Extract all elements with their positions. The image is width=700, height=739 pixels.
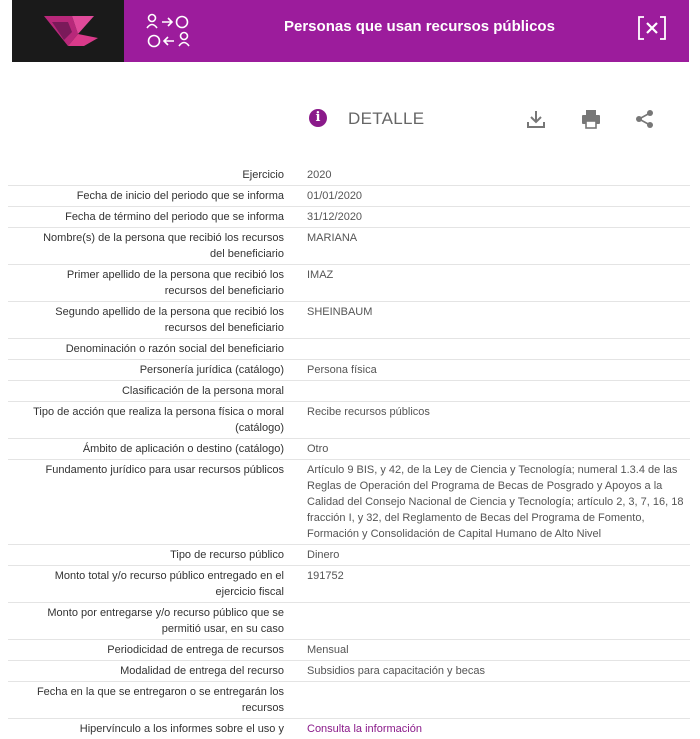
detail-value: 31/12/2020 <box>307 211 363 223</box>
detail-label: Clasificación de la persona moral <box>121 385 284 397</box>
detail-link[interactable]: Consulta la información <box>307 723 422 735</box>
title-bar <box>124 0 689 62</box>
detail-label: Periodicidad de entrega de recursos <box>107 644 284 656</box>
detail-value <box>284 381 690 401</box>
detail-label: Fecha de término del periodo que se informa <box>65 211 284 223</box>
detail-row <box>8 681 690 718</box>
logo <box>12 0 124 62</box>
detail-label: Personería jurídica (catálogo) <box>139 364 284 376</box>
detail-row <box>8 380 690 401</box>
detail-label: Fecha de inicio del periodo que se informa <box>76 190 284 202</box>
detail-label: Tipo de acción que realiza la persona física o moral (catálogo) <box>33 406 284 434</box>
print-icon[interactable] <box>580 108 602 130</box>
detail-row <box>8 544 690 565</box>
detail-row <box>8 401 690 438</box>
download-icon[interactable] <box>525 108 547 130</box>
app-header <box>12 0 689 62</box>
share-icon[interactable] <box>634 108 656 130</box>
detail-toolbar <box>0 106 700 132</box>
detail-row <box>8 639 690 660</box>
detail-row <box>8 264 690 301</box>
detail-label: Primer apellido de la persona que recibió los recursos del beneficiario <box>66 269 284 297</box>
detail-row <box>8 359 690 380</box>
detail-value: Persona física <box>307 364 377 376</box>
detail-label: Ejercicio <box>242 169 284 181</box>
logo-icon <box>38 12 100 50</box>
detail-row <box>8 459 690 544</box>
detail-value: Dinero <box>307 549 340 561</box>
detail-value <box>284 339 690 359</box>
detail-value: MARIANA <box>307 232 358 244</box>
detail-label: Monto total y/o recurso público entregado en el ejercicio fiscal <box>54 570 284 598</box>
exchange-icon <box>146 12 190 50</box>
detail-label: Segundo apellido de la persona que recibió los recursos del beneficiario <box>55 306 284 334</box>
detail-value: SHEINBAUM <box>307 306 373 318</box>
detail-value: Otro <box>307 443 329 455</box>
detail-value: Mensual <box>307 644 349 656</box>
detail-table <box>8 165 690 739</box>
detail-row <box>8 338 690 359</box>
detail-value: Artículo 9 BIS, y 42, de la Ley de Ciencia y Tecnología; numeral 1.3.4 de las Reglas de Operación del Programa de Becas de Posgrado y Apoyos a la Calidad del Consejo Nacional de Ciencia y Tecnología; artículo 2, 3, 7, 16, 18 fracción I, y 32, del Reglamento de Becas del Programa de Fomento, Formación y Consolidación de Capital Humano de Alto Nivel <box>307 464 684 540</box>
detail-row <box>8 565 690 602</box>
detail-row <box>8 301 690 338</box>
detail-row <box>8 602 690 639</box>
detail-label: Denominación o razón social del beneficiario <box>65 343 284 355</box>
detail-value: Subsidios para capacitación y becas <box>307 665 485 677</box>
detail-value <box>284 603 690 639</box>
detail-label: Tipo de recurso público <box>170 549 284 561</box>
detail-label: Ámbito de aplicación o destino (catálogo) <box>82 443 284 455</box>
detail-value: IMAZ <box>307 269 334 281</box>
detail-value: 2020 <box>307 169 332 181</box>
header-title: Personas que usan recursos públicos <box>284 18 555 35</box>
detail-row <box>8 206 690 227</box>
detail-row <box>8 660 690 681</box>
detail-row <box>8 185 690 206</box>
detail-label: Fundamento jurídico para usar recursos públicos <box>45 464 284 476</box>
detail-row <box>8 718 690 739</box>
detail-value: 191752 <box>307 570 344 582</box>
detail-value: Recibe recursos públicos <box>307 406 430 418</box>
detail-row <box>8 165 690 185</box>
detail-label: Fecha en la que se entregaron o se entregarán los recursos <box>36 686 284 714</box>
detail-label: DETALLE <box>348 109 425 128</box>
detail-label: Nombre(s) de la persona que recibió los recursos del beneficiario <box>43 232 284 260</box>
close-button[interactable] <box>637 15 667 41</box>
info-icon[interactable]: i <box>309 109 327 127</box>
detail-value: 01/01/2020 <box>307 190 363 202</box>
detail-label: Modalidad de entrega del recurso <box>120 665 284 677</box>
detail-label: Monto por entregarse y/o recurso público que se permitió usar, en su caso <box>47 607 284 635</box>
detail-value <box>284 682 690 718</box>
detail-label: Hipervínculo a los informes sobre el uso y <box>79 723 284 735</box>
detail-row <box>8 227 690 264</box>
detail-row <box>8 438 690 459</box>
